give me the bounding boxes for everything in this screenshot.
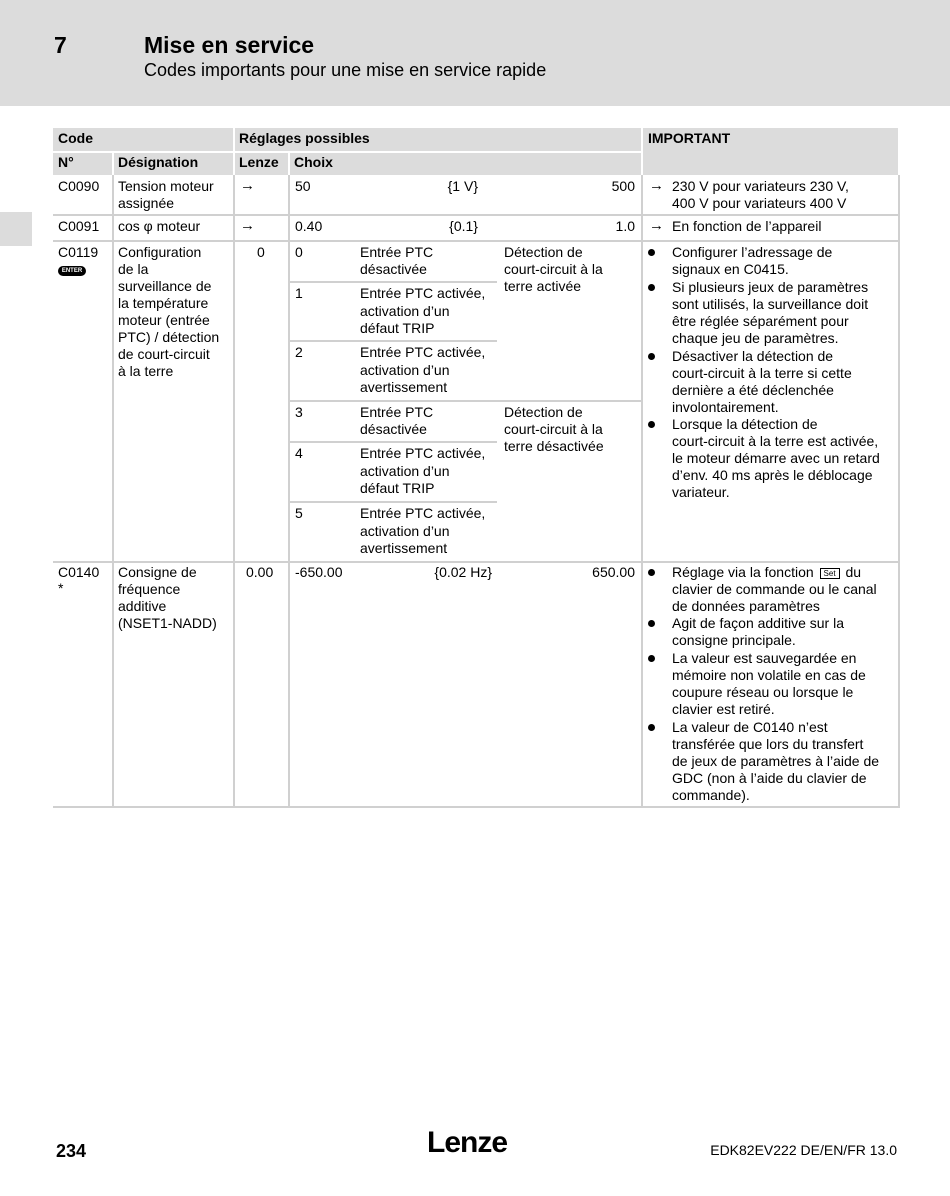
bullet-text-line: variateur. <box>672 484 730 500</box>
option-text-line: défaut TRIP <box>360 320 435 336</box>
bullet-text-line: Si plusieurs jeux de paramètres <box>672 279 869 295</box>
lenze-logo: Lenze <box>427 1126 508 1159</box>
option-text-line: défaut TRIP <box>360 480 435 496</box>
option-text-line: activation d’un <box>360 523 450 539</box>
document-reference: EDK82EV222 DE/EN/FR 13.0 <box>710 1142 897 1158</box>
code-c0090: C0090 <box>58 178 100 194</box>
arrow-right-icon: → <box>649 177 664 194</box>
group-label-line: terre activée <box>504 278 582 294</box>
lenze-default-c0140: 0.00 <box>246 564 274 580</box>
chapter-title: Mise en service <box>144 32 315 58</box>
bullet-text-line: involontairement. <box>672 399 779 415</box>
option-text-line: avertissement <box>360 379 448 395</box>
group-label-line: Détection de <box>504 404 583 420</box>
column-divider <box>112 175 114 808</box>
bullet-text-line: court-circuit à la terre est activée, <box>672 433 879 449</box>
designation-c0119-line: Configuration <box>118 244 202 260</box>
bullet-text-line: Lorsque la détection de <box>672 416 818 432</box>
option-text-line: Entrée PTC <box>360 404 434 420</box>
bullet-text-line: transférée que lors du transfert <box>672 736 864 752</box>
side-tab-marker <box>0 212 32 246</box>
option-text-line: avertissement <box>360 540 448 556</box>
option-text-line: activation d’un <box>360 463 450 479</box>
option-text-line: Entrée PTC activée, <box>360 445 486 461</box>
group-label-line: Détection de <box>504 244 583 260</box>
option-text-line: Entrée PTC activée, <box>360 285 486 301</box>
row-divider <box>53 806 900 808</box>
designation-c0090-line: Tension moteur <box>118 178 214 194</box>
bullet-text-line: commande). <box>672 787 750 803</box>
option-divider <box>290 400 641 402</box>
designation-c0119-line: à la terre <box>118 363 174 379</box>
option-text-line: désactivée <box>360 421 427 437</box>
max-value-c0091: 1.0 <box>615 218 635 234</box>
bullet-text-line: GDC (non à l’aide du clavier de <box>672 770 867 786</box>
row-divider <box>53 561 900 563</box>
bullet-text-line: consigne principale. <box>672 632 796 648</box>
column-header-no: N° <box>58 154 74 170</box>
designation-c0091: cos φ moteur <box>118 218 201 234</box>
bullet-text-line: dernière a été déclenchée <box>672 382 834 398</box>
step-value-c0140: {0.02 Hz} <box>434 564 492 580</box>
bullet-text-line: le moteur démarre avec un retard <box>672 450 880 466</box>
bullet-text-line: Configurer l’adressage de <box>672 244 833 260</box>
bullet-text-line: Agit de façon additive sur la <box>672 615 844 631</box>
important-c0091: En fonction de l’appareil <box>672 218 822 234</box>
arrow-right-icon: → <box>649 217 664 234</box>
option-divider <box>290 340 497 342</box>
arrow-right-icon: → <box>240 177 255 194</box>
bullet-icon <box>648 569 655 576</box>
chapter-number: 7 <box>54 32 67 58</box>
group-label-line: terre désactivée <box>504 438 604 454</box>
row-divider <box>53 240 900 242</box>
bullet-icon <box>648 421 655 428</box>
set-key-icon: Set <box>820 568 840 579</box>
bullet-icon <box>648 620 655 627</box>
page-number: 234 <box>56 1141 87 1161</box>
bullet-text-line <box>672 564 861 581</box>
bullet-text-line: de jeux de paramètres à l’aide de <box>672 753 880 769</box>
group-label-line: court-circuit à la <box>504 421 603 437</box>
bullet-text-line: de données paramètres <box>672 598 820 614</box>
column-divider <box>898 175 900 808</box>
code-c0119: C0119 <box>58 244 99 260</box>
chapter-subtitle: Codes importants pour une mise en service rapide <box>144 60 547 80</box>
bullet-icon <box>648 284 655 291</box>
min-value-c0140: -650.00 <box>295 564 343 580</box>
option-number: 5 <box>295 505 303 521</box>
bullet-text-line: mémoire non volatile en cas de <box>672 667 866 683</box>
column-divider <box>641 175 643 808</box>
option-divider <box>290 441 497 443</box>
header-cell-choice <box>290 153 641 175</box>
bullet-icon <box>648 353 655 360</box>
code-c0091: C0091 <box>58 218 100 234</box>
enter-key-icon: ENTER <box>58 266 86 276</box>
designation-c0119-line: de la <box>118 261 149 277</box>
bullet-text-line: coupure réseau ou lorsque le <box>672 684 854 700</box>
bullet-icon <box>648 249 655 256</box>
designation-c0140-line: additive <box>118 598 167 614</box>
designation-c0119-line: PTC) / détection <box>118 329 220 345</box>
important-c0090-line: 400 V pour variateurs 400 V <box>672 195 847 211</box>
designation-c0119-line: moteur (entrée <box>118 312 210 328</box>
header-band <box>0 0 950 106</box>
option-divider <box>290 281 497 283</box>
option-number: 0 <box>295 244 303 260</box>
bullet-icon <box>648 724 655 731</box>
bullet-icon <box>648 655 655 662</box>
column-header-code: Code <box>58 130 93 146</box>
lenze-default-c0119: 0 <box>257 244 265 260</box>
row-divider <box>53 214 900 216</box>
bullet-text-line: clavier est retiré. <box>672 701 775 717</box>
option-text-line: Entrée PTC <box>360 244 434 260</box>
column-header-lenze: Lenze <box>239 154 279 170</box>
column-divider <box>288 175 290 808</box>
min-value-c0091: 0.40 <box>295 218 323 234</box>
bullet-text-segment: Réglage via la fonction <box>672 564 814 580</box>
code-c0140: C0140 <box>58 564 100 580</box>
bullet-text-line: signaux en C0415. <box>672 261 789 277</box>
max-value-c0090: 500 <box>611 178 635 194</box>
option-text-line: activation d’un <box>360 362 450 378</box>
max-value-c0140: 650.00 <box>592 564 635 580</box>
column-divider <box>233 175 235 808</box>
option-text-line: Entrée PTC activée, <box>360 344 486 360</box>
bullet-text-line: chaque jeu de paramètres. <box>672 330 839 346</box>
bullet-text-line: d’env. 40 ms après le déblocage <box>672 467 873 483</box>
bullet-text-line: sont utilisés, la surveillance doit <box>672 296 869 312</box>
bullet-text-line: La valeur est sauvegardée en <box>672 650 857 666</box>
important-c0090-line: 230 V pour variateurs 230 V, <box>672 178 849 194</box>
column-header-settings: Réglages possibles <box>239 130 370 146</box>
arrow-right-icon: → <box>240 217 255 234</box>
option-text-line: désactivée <box>360 261 427 277</box>
bullet-text-line: être réglée séparément pour <box>672 313 849 329</box>
bullet-text-segment: du <box>845 564 862 580</box>
bullet-text-line: Désactiver la détection de <box>672 348 834 364</box>
step-value-c0090: {1 V} <box>447 178 478 194</box>
option-number: 4 <box>295 445 303 461</box>
min-value-c0090: 50 <box>295 178 311 194</box>
option-number: 2 <box>295 344 303 360</box>
option-number: 3 <box>295 404 303 420</box>
option-divider <box>290 501 497 503</box>
designation-c0119-line: de court-circuit <box>118 346 210 362</box>
designation-c0140-line: fréquence <box>118 581 181 597</box>
option-text-line: Entrée PTC activée, <box>360 505 486 521</box>
step-value-c0091: {0.1} <box>449 218 478 234</box>
bullet-text-line: La valeur de C0140 n’est <box>672 719 828 735</box>
bullet-text-line: court-circuit à la terre si cette <box>672 365 852 381</box>
group-label-line: court-circuit à la <box>504 261 603 277</box>
column-header-designation: Désignation <box>118 154 199 170</box>
option-number: 1 <box>295 285 303 301</box>
designation-c0140-line: (NSET1-NADD) <box>118 615 217 631</box>
option-text-line: activation d’un <box>360 303 450 319</box>
designation-c0140-line: Consigne de <box>118 564 197 580</box>
column-header-important: IMPORTANT <box>648 130 731 146</box>
column-header-choice: Choix <box>294 154 333 170</box>
bullet-text-line: clavier de commande ou le canal <box>672 581 877 597</box>
designation-c0119-line: la température <box>118 295 209 311</box>
designation-c0119-line: surveillance de <box>118 278 212 294</box>
code-c0140-star: * <box>58 580 64 596</box>
designation-c0090-line: assignée <box>118 195 175 211</box>
